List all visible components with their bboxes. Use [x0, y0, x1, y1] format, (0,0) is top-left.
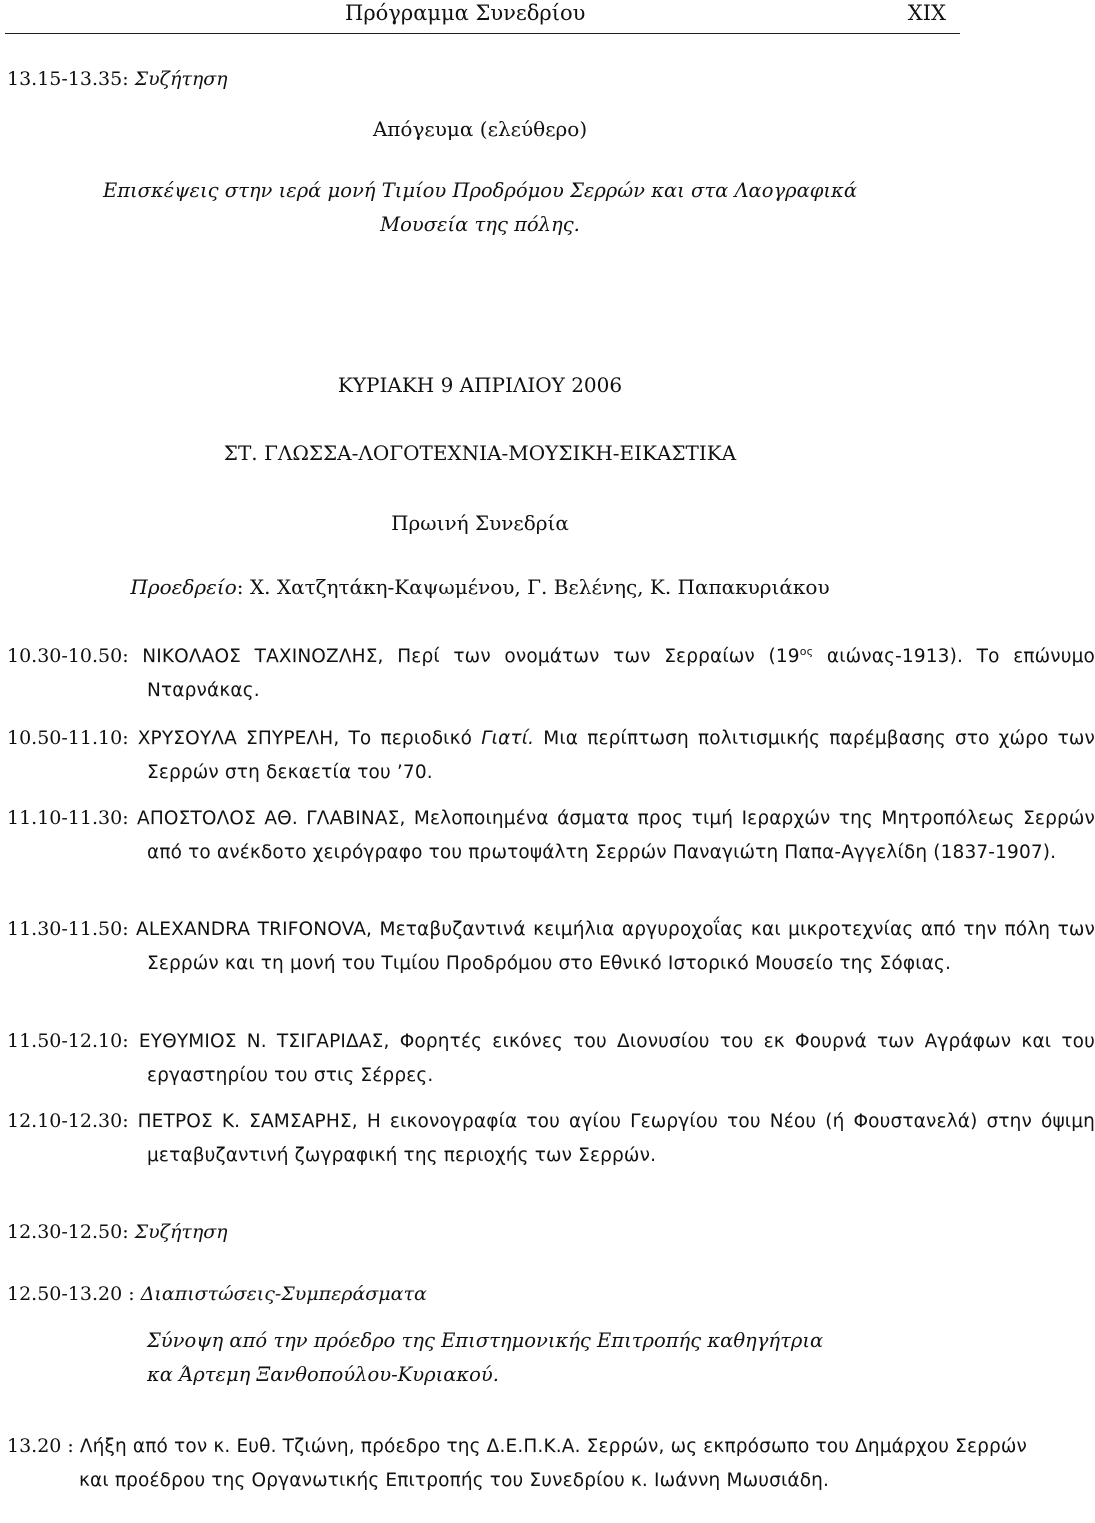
talk-item	[7, 1024, 1095, 1093]
talk-item	[7, 639, 1095, 708]
conclusions-item	[7, 1277, 427, 1311]
talk-title: Η εικονογραφία του αγίου Γεωργίου του Νέου (ή Φουστανελά) στην όψιμη μεταβυζαντινή ζωγραφική της περιοχής των Σερρών.	[147, 1111, 1095, 1166]
talk-time: 11.10-11.30:	[7, 807, 129, 829]
section-heading: ΣΤ. ΓΛΩΣΣΑ-ΛΟΓΟΤΕΧΝΙΑ-ΜΟΥΣΙΚΗ-ΕΙΚΑΣΤΙΚΑ	[223, 441, 737, 465]
talk-title: Μεταβυζαντινά κειμήλια αργυροχοΐας και μικροτεχνίας από την πόλη των Σερρών και τη μονή του Τιμίου Προδρόμου στο Εθνικό Ιστορικό Μουσείο της Σόφιας.	[147, 919, 1095, 974]
presidium-line	[0, 570, 960, 604]
day-heading: ΚΥΡΙΑΚΗ 9 ΑΠΡΙΛΙΟΥ 2006	[337, 373, 623, 397]
discussion-time: 12.30-12.50:	[7, 1221, 129, 1243]
ordinal-superscript: ος	[799, 644, 814, 658]
closing-text: Λήξη από τον κ. Ευθ. Τζιώνη, πρόεδρο της Δ.Ε.Π.Κ.Α. Σερρών, ως εκπρόσωπο του Δημάρχου Σερρών και προέδρου της Οργανωτικής Επιτροπής του Συνεδρίου κ. Ιωάννη Μωυσιάδη.	[79, 1436, 1028, 1491]
visit-line-1: Επισκέψεις στην ιερά μονή Τιμίου Προδρόμου Σερρών και στα Λαογραφικά	[102, 179, 858, 202]
talk-item	[7, 801, 1095, 870]
talk-title-cont: αιώνας-1913). Το επώνυμο Νταρνάκας.	[147, 646, 1095, 701]
journal-title: Γιατί.	[481, 728, 535, 749]
conclusions-time: 12.50-13.20 :	[7, 1283, 135, 1305]
talk-time: 11.30-11.50:	[7, 918, 129, 940]
talk-time: 11.50-12.10:	[7, 1030, 129, 1052]
talk-title: Το περιοδικό	[348, 728, 473, 749]
talk-speaker: ΝΙΚΟΛΑΟΣ ΤΑΧΙΝΟΖΛΗΣ,	[142, 646, 384, 667]
talk-item	[7, 912, 1095, 981]
talk-item	[7, 721, 1095, 790]
visit-line-2: Μουσεία της πόλης.	[380, 213, 580, 236]
talk-title: Μελοποιημένα άσματα προς τιμή Ιεραρχών της Μητροπόλεως Σερρών από το ανέκδοτο χειρόγραφο του πρωτοψάλτη Σερρών Παναγιώτη Παπα-Αγγελίδη (1837-1907).	[147, 808, 1095, 863]
talk-title: Περί των ονομάτων των Σερραίων (19	[397, 646, 800, 667]
talk-speaker: ΑΠΟΣΤΟΛΟΣ ΑΘ. ΓΛΑΒΙΝΑΣ,	[137, 808, 406, 829]
talk-title-cont: Μια περίπτωση πολιτισμικής παρέμβασης στο χώρο των Σερρών στη δεκαετία του ’70.	[147, 728, 1095, 783]
talk-title: Φορητές εικόνες του Διονυσίου του εκ Φουρνά των Αγράφων και του εργαστηρίου του στις Σέρρες.	[147, 1031, 1095, 1086]
afternoon-heading: Απόγευμα (ελεύθερο)	[372, 117, 588, 141]
presidium-label: Προεδρείο	[130, 575, 237, 599]
talk-time: 10.50-11.10:	[7, 727, 129, 749]
talk-speaker: ΧΡΥΣΟΥΛΑ ΣΠΥΡΕΛΗ,	[137, 728, 340, 749]
talk-speaker: ΕΥΘΥΜΙΟΣ Ν. ΤΣΙΓΑΡΙΔΑΣ,	[138, 1031, 390, 1052]
discussion-item-top	[7, 62, 228, 96]
discussion-label: Συζήτηση	[134, 68, 228, 90]
presidium-names: : Χ. Χατζητάκη-Καψωμένου, Γ. Βελένης, Κ. Παπακυριάκου	[236, 575, 830, 599]
discussion-label: Συζήτηση	[134, 1221, 228, 1243]
talk-speaker: ΠΕΤΡΟΣ Κ. ΣΑΜΣΑΡΗΣ,	[137, 1111, 358, 1132]
discussion-time: 13.15-13.35:	[7, 68, 129, 90]
running-header-title: Πρόγραμμα Συνεδρίου	[345, 1, 586, 25]
page-number: XIX	[907, 1, 946, 25]
discussion-item-late	[7, 1215, 228, 1249]
talk-item	[7, 1104, 1095, 1173]
closing-time: 13.20 :	[7, 1435, 74, 1457]
talk-time: 12.10-12.30:	[7, 1110, 129, 1132]
talk-time: 10.30-10.50:	[7, 645, 129, 667]
talk-speaker: ALEXANDRA TRIFONOVA,	[136, 919, 373, 940]
summary-line-1: Σύνοψη από την πρόεδρο της Επιστημονικής Επιτροπής καθηγήτρια	[147, 1329, 824, 1352]
closing-item	[7, 1429, 1027, 1498]
summary-line-2: κα Άρτεμη Ξανθοπούλου-Κυριακού.	[147, 1363, 499, 1386]
conclusions-label: Διαπιστώσεις-Συμπεράσματα	[140, 1283, 427, 1305]
session-heading: Πρωινή Συνεδρία	[391, 511, 569, 535]
header-rule	[5, 33, 960, 34]
